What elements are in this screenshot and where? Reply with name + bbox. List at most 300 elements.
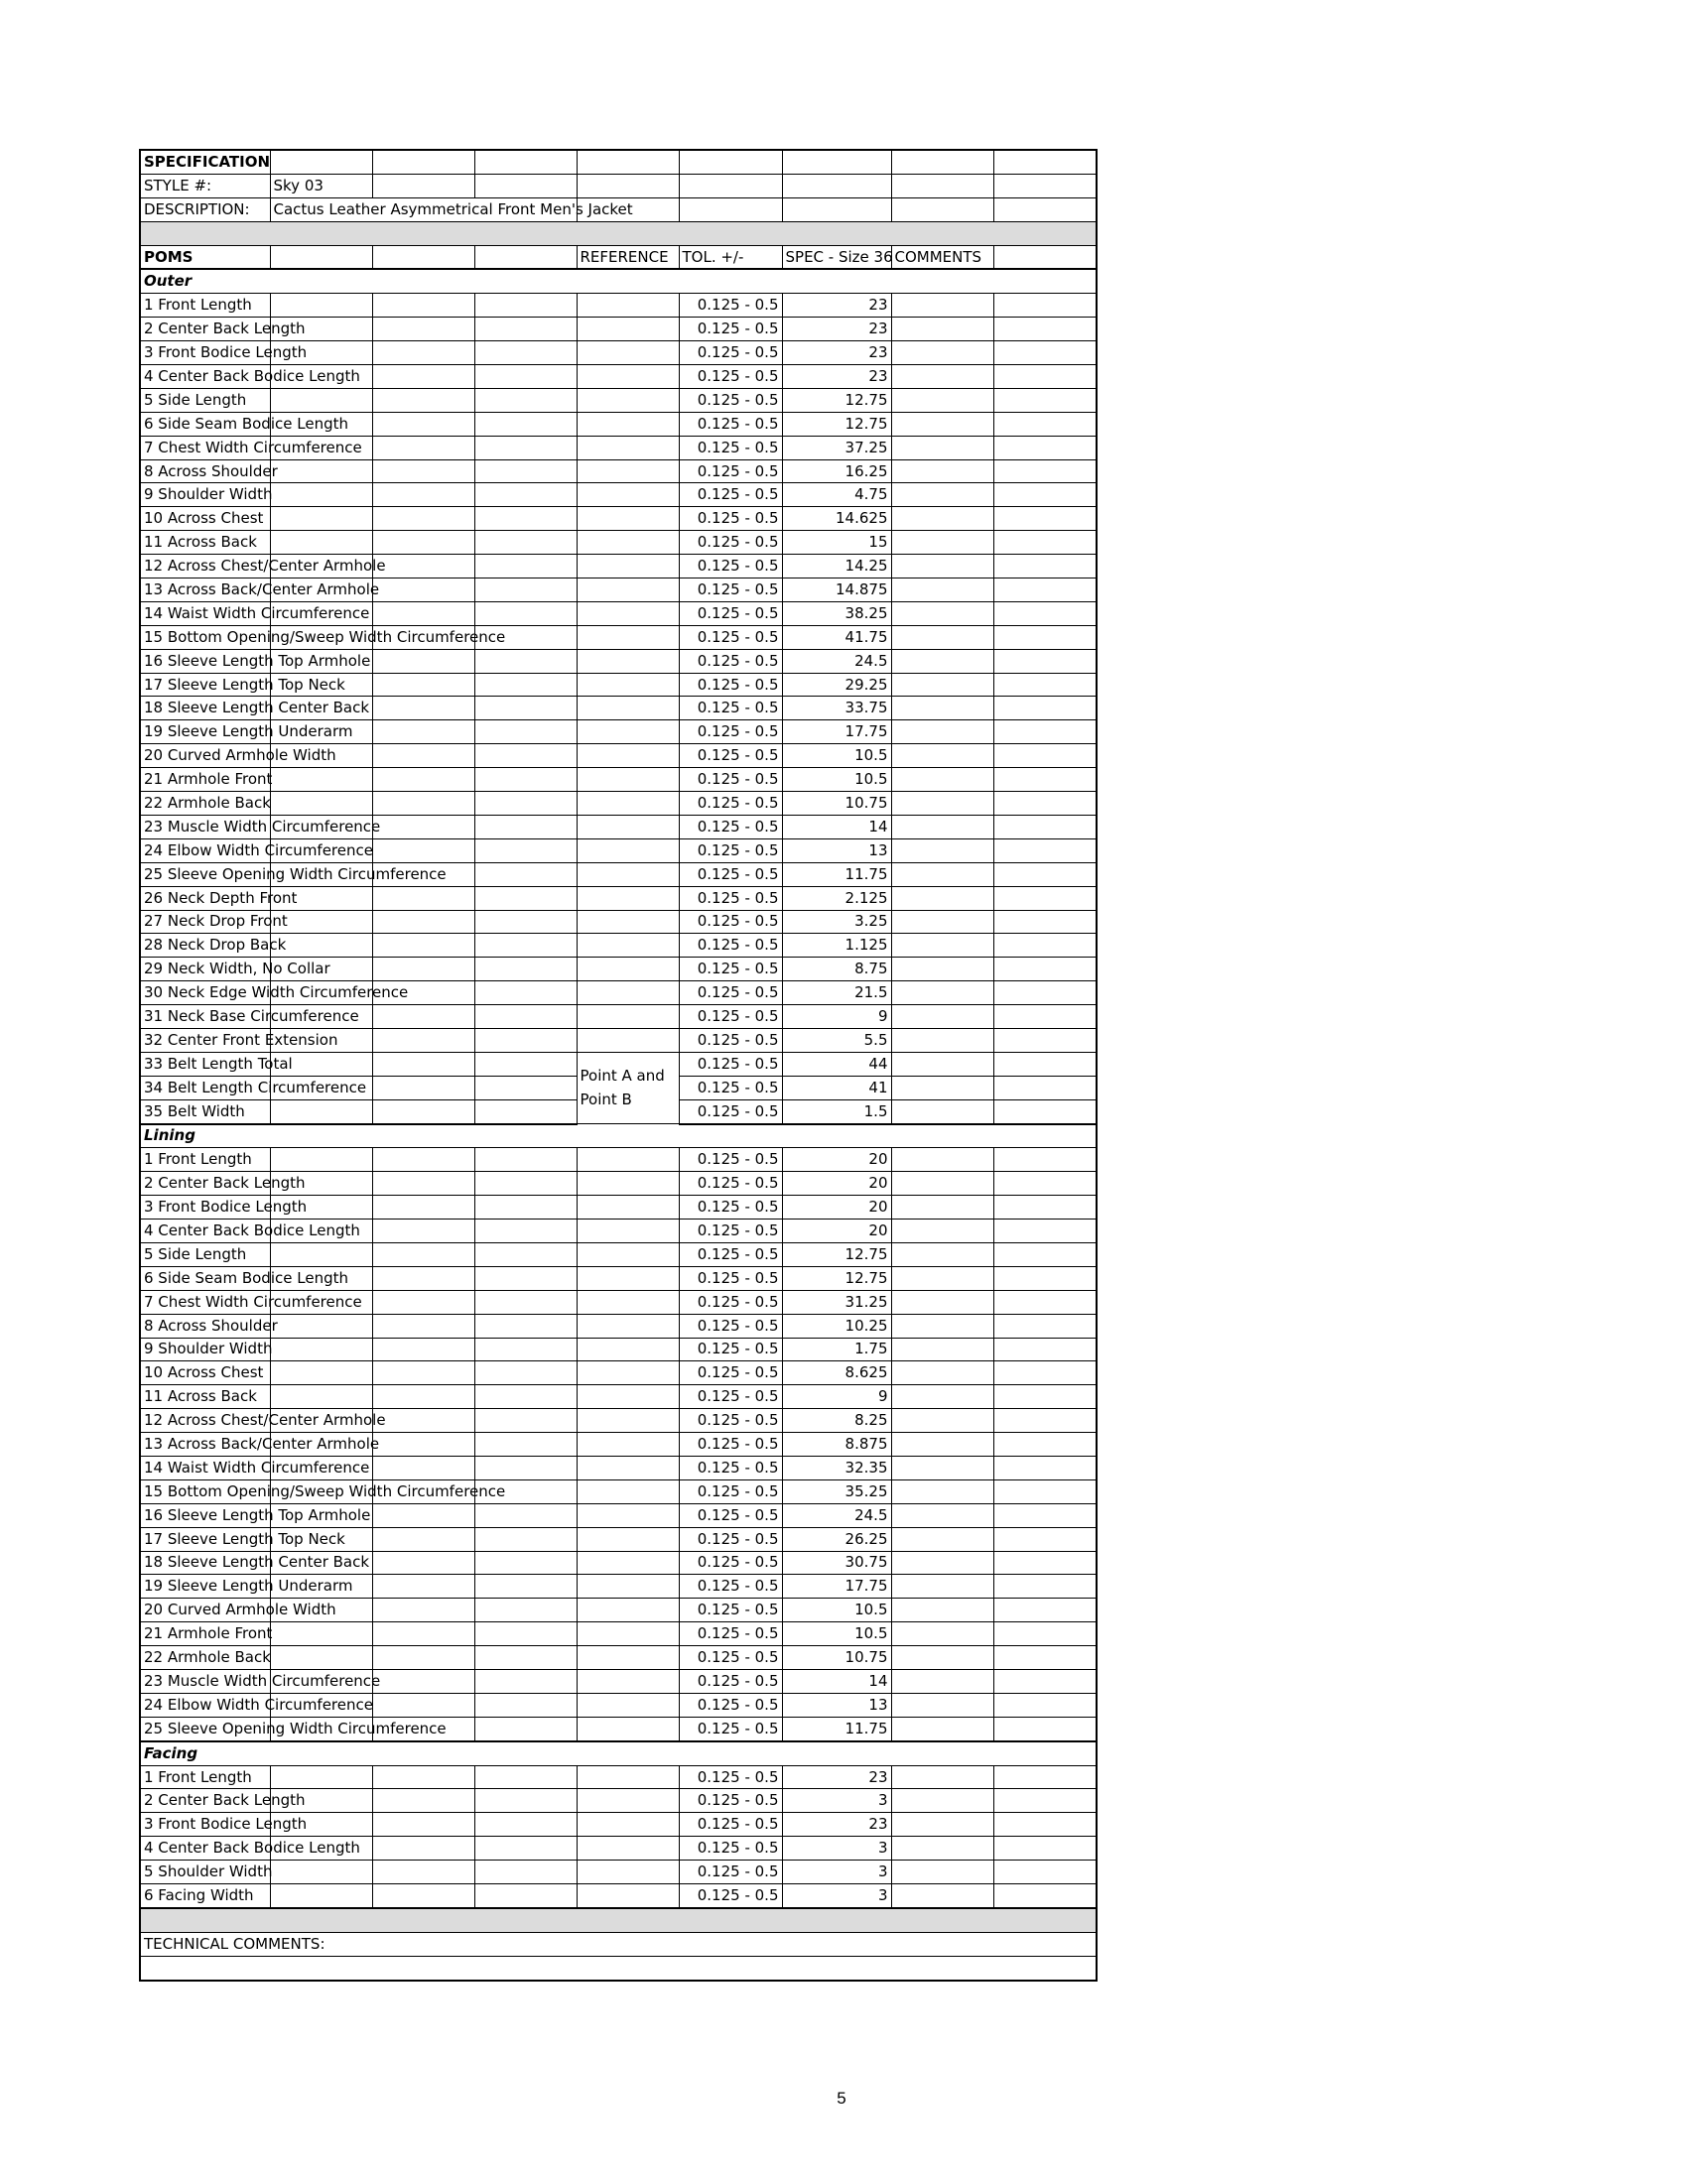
section-header-row [140,269,1097,293]
reference-cell [577,792,679,816]
table-row [140,531,1097,555]
table-row [140,1409,1097,1433]
blank-cell [474,910,577,934]
comments-cell [891,1196,993,1220]
blank-cell [372,1076,474,1099]
spec-value-cell: 3 [782,1861,891,1884]
blank-cell [474,459,577,483]
pom-label: 34 Belt Length Circumference [140,1076,270,1099]
spec-value-cell: 35.25 [782,1479,891,1503]
blank-cell [993,1076,1097,1099]
reference-cell [577,1503,679,1527]
blank-cell [372,838,474,862]
blank-cell [474,720,577,744]
tolerance-cell: 0.125 - 0.5 [679,1884,782,1908]
table-row [140,459,1097,483]
table-row [140,1028,1097,1052]
reference-cell [577,815,679,838]
tolerance-cell: 0.125 - 0.5 [679,1409,782,1433]
pom-label: 13 Across Back/Center Armhole [140,578,270,602]
pom-label: 25 Sleeve Opening Width Circumference [140,1717,270,1740]
tolerance-cell: 0.125 - 0.5 [679,1670,782,1694]
pom-label: 9 Shoulder Width [140,483,270,507]
spec-value-cell: 14.875 [782,578,891,602]
blank-cell [993,1290,1097,1314]
blank-cell [372,1409,474,1433]
section-title: Lining [140,1124,1097,1148]
blank-cell [993,720,1097,744]
spec-value-cell: 24.5 [782,649,891,673]
reference-cell [577,720,679,744]
blank-cell [372,1813,474,1837]
tolerance-cell: 0.125 - 0.5 [679,1551,782,1575]
blank-cell [993,1338,1097,1361]
blank-cell [993,910,1097,934]
blank-cell [372,1196,474,1220]
reference-cell [577,1314,679,1338]
blank-cell [474,1361,577,1385]
blank-cell [993,1693,1097,1717]
spec-value-cell: 3.25 [782,910,891,934]
comments-cell [891,934,993,958]
table-row [140,1456,1097,1479]
blank-cell [993,1196,1097,1220]
spec-value-cell: 20 [782,1196,891,1220]
comments-cell [891,981,993,1005]
blank-cell [372,792,474,816]
tolerance-cell: 0.125 - 0.5 [679,1717,782,1740]
col-tolerance: TOL. +/- [679,245,782,269]
tolerance-cell: 0.125 - 0.5 [679,862,782,886]
blank-cell [993,388,1097,412]
table-row [140,318,1097,341]
blank-cell [372,886,474,910]
spec-value-cell: 26.25 [782,1527,891,1551]
blank-cell [993,483,1097,507]
tolerance-cell: 0.125 - 0.5 [679,1290,782,1314]
blank-cell [372,436,474,459]
blank-cell [474,1409,577,1433]
spec-value-cell: 38.25 [782,601,891,625]
blank-cell [474,862,577,886]
table-row [140,1693,1097,1717]
tolerance-cell: 0.125 - 0.5 [679,1338,782,1361]
blank-cell [993,1385,1097,1409]
pom-label: 4 Center Back Bodice Length [140,1837,270,1861]
comments-cell [891,673,993,697]
table-row [140,720,1097,744]
comments-cell [891,531,993,555]
comments-cell [891,1646,993,1670]
tolerance-cell: 0.125 - 0.5 [679,1861,782,1884]
blank-cell [474,1717,577,1740]
blank-cell [270,1314,372,1338]
comments-cell [891,1314,993,1338]
blank-cell [270,1099,372,1123]
tolerance-cell: 0.125 - 0.5 [679,625,782,649]
blank-cell [474,1765,577,1789]
blank-cell [993,1099,1097,1123]
blank-cell [474,792,577,816]
blank-cell [474,341,577,365]
comments-cell [891,1479,993,1503]
blank-cell [474,768,577,792]
pom-label: 13 Across Back/Center Armhole [140,1433,270,1457]
comments-cell [891,1028,993,1052]
blank-cell [993,341,1097,365]
blank-cell [993,768,1097,792]
spec-value-cell: 23 [782,1765,891,1789]
style-value: Sky 03 [270,174,372,197]
reference-cell [577,1220,679,1243]
spec-title: SPECIFICATION [140,150,270,174]
reference-cell [577,768,679,792]
spec-value-cell: 31.25 [782,1290,891,1314]
blank-cell [993,862,1097,886]
blank-cell [474,1148,577,1172]
blank-cell [372,1361,474,1385]
spec-value-cell: 13 [782,838,891,862]
reference-cell [577,1266,679,1290]
tolerance-cell: 0.125 - 0.5 [679,365,782,389]
table-row [140,981,1097,1005]
comments-cell [891,388,993,412]
blank-cell [474,1099,577,1123]
blank-cell [270,1884,372,1908]
blank-cell [372,1693,474,1717]
blank-cell [372,649,474,673]
table-row [140,792,1097,816]
blank-cell [270,1765,372,1789]
comments-cell [891,1290,993,1314]
reference-cell: Point A and Point B [577,1052,679,1123]
spec-value-cell: 44 [782,1052,891,1076]
reference-cell [577,673,679,697]
pom-label: 6 Side Seam Bodice Length [140,1266,270,1290]
table-row [140,483,1097,507]
spec-value-cell: 3 [782,1789,891,1813]
blank-cell [372,744,474,768]
blank-cell [474,1503,577,1527]
technical-comments-label: TECHNICAL COMMENTS: [140,1932,1097,1956]
blank-cell [372,1456,474,1479]
blank-cell [474,1884,577,1908]
reference-cell [577,1717,679,1740]
blank-cell [474,1646,577,1670]
blank-cell [993,1266,1097,1290]
pom-label: 3 Front Bodice Length [140,1196,270,1220]
reference-cell [577,1551,679,1575]
blank-cell [372,1052,474,1076]
spec-value-cell: 32.35 [782,1456,891,1479]
pom-label: 3 Front Bodice Length [140,1813,270,1837]
blank-cell [993,601,1097,625]
blank-cell [993,981,1097,1005]
table-row [140,1503,1097,1527]
tolerance-cell: 0.125 - 0.5 [679,934,782,958]
pom-label: 10 Across Chest [140,507,270,531]
blank-cell [474,483,577,507]
blank-cell [474,1005,577,1029]
comments-cell [891,1551,993,1575]
table-row [140,365,1097,389]
spec-value-cell: 23 [782,365,891,389]
reference-cell [577,578,679,602]
blank-cell [270,1148,372,1172]
table-row [140,555,1097,578]
spec-value-cell: 23 [782,1813,891,1837]
table-row [140,1266,1097,1290]
comments-cell [891,1242,993,1266]
style-row [140,174,1097,197]
blank-cell [993,1052,1097,1076]
comments-cell [891,578,993,602]
tolerance-cell: 0.125 - 0.5 [679,1148,782,1172]
blank-cell [474,1196,577,1220]
pom-label: 5 Shoulder Width [140,1861,270,1884]
blank-cell [372,388,474,412]
spec-value-cell: 12.75 [782,1266,891,1290]
blank-cell [993,1670,1097,1694]
table-row [140,768,1097,792]
pom-label: 15 Bottom Opening/Sweep Width Circumference [140,625,270,649]
pom-label: 12 Across Chest/Center Armhole [140,1409,270,1433]
tolerance-cell: 0.125 - 0.5 [679,1266,782,1290]
reference-cell [577,649,679,673]
table-row [140,1551,1097,1575]
reference-cell [577,1172,679,1196]
blank-cell [993,649,1097,673]
pom-label: 14 Waist Width Circumference [140,601,270,625]
table-row [140,1196,1097,1220]
blank-cell [372,1005,474,1029]
comments-cell [891,1266,993,1290]
blank-cell [372,578,474,602]
blank-cell [372,459,474,483]
spec-value-cell: 11.75 [782,862,891,886]
col-reference: REFERENCE [577,245,679,269]
blank-cell [372,1028,474,1052]
reference-cell [577,436,679,459]
spec-value-cell: 12.75 [782,1242,891,1266]
table-row [140,1433,1097,1457]
comments-cell [891,365,993,389]
comments-cell [891,341,993,365]
table-row [140,1789,1097,1813]
pom-label: 12 Across Chest/Center Armhole [140,555,270,578]
tolerance-cell: 0.125 - 0.5 [679,1527,782,1551]
reference-cell [577,1361,679,1385]
blank-cell [372,1646,474,1670]
blank-cell [993,1314,1097,1338]
blank-cell [474,1052,577,1076]
reference-cell [577,838,679,862]
blank-cell [372,507,474,531]
pom-label: 19 Sleeve Length Underarm [140,720,270,744]
blank-cell [474,1599,577,1622]
spec-value-cell: 10.5 [782,744,891,768]
reference-cell [577,1693,679,1717]
reference-cell [577,1622,679,1646]
tolerance-cell: 0.125 - 0.5 [679,1076,782,1099]
reference-cell [577,1148,679,1172]
pom-label: 20 Curved Armhole Width [140,744,270,768]
spec-value-cell: 10.5 [782,1599,891,1622]
blank-cell [993,1503,1097,1527]
reference-cell [577,601,679,625]
pom-label: 26 Neck Depth Front [140,886,270,910]
reference-cell [577,318,679,341]
comments-cell [891,1527,993,1551]
reference-cell [577,1479,679,1503]
pom-label: 33 Belt Length Total [140,1052,270,1076]
blank-cell [372,483,474,507]
spec-value-cell: 5.5 [782,1028,891,1052]
pom-label: 19 Sleeve Length Underarm [140,1575,270,1599]
reference-cell [577,365,679,389]
blank-cell [993,1884,1097,1908]
blank-cell [474,1385,577,1409]
gray-footer-row [140,1908,1097,1932]
comments-cell [891,1172,993,1196]
blank-cell [270,1361,372,1385]
table-row [140,1884,1097,1908]
blank-cell [993,507,1097,531]
blank-cell [372,341,474,365]
tolerance-cell: 0.125 - 0.5 [679,886,782,910]
spec-value-cell: 1.75 [782,1338,891,1361]
reference-cell [577,1409,679,1433]
comments-cell [891,815,993,838]
tolerance-cell: 0.125 - 0.5 [679,483,782,507]
pom-label: 5 Side Length [140,388,270,412]
comments-cell [891,1503,993,1527]
blank-cell [993,1837,1097,1861]
blank-cell [474,388,577,412]
table-row [140,815,1097,838]
blank-cell [474,981,577,1005]
blank-cell [474,1622,577,1646]
blank-cell [993,958,1097,981]
description-value: Cactus Leather Asymmetrical Front Men's Jacket [270,197,372,221]
pom-label: 10 Across Chest [140,1361,270,1385]
table-row [140,1479,1097,1503]
blank-cell [372,1503,474,1527]
pom-label: 3 Front Bodice Length [140,341,270,365]
table-row [140,1242,1097,1266]
table-row [140,601,1097,625]
comments-cell [891,792,993,816]
blank-cell [993,673,1097,697]
comments-cell [891,838,993,862]
section-title: Facing [140,1741,1097,1765]
pom-label: 15 Bottom Opening/Sweep Width Circumference [140,1479,270,1503]
comments-cell [891,1220,993,1243]
reference-cell [577,1599,679,1622]
tolerance-cell: 0.125 - 0.5 [679,1622,782,1646]
comments-cell [891,886,993,910]
reference-cell [577,507,679,531]
reference-cell [577,1575,679,1599]
spec-value-cell: 10.75 [782,1646,891,1670]
technical-comments-row [140,1932,1097,1956]
blank-cell [474,436,577,459]
reference-cell [577,341,679,365]
blank-cell [993,578,1097,602]
blank-cell [993,1789,1097,1813]
tolerance-cell: 0.125 - 0.5 [679,1813,782,1837]
blank-cell [372,768,474,792]
comments-cell [891,768,993,792]
reference-cell [577,744,679,768]
spec-value-cell: 11.75 [782,1717,891,1740]
blank-cell [474,1242,577,1266]
pom-label: 2 Center Back Length [140,1172,270,1196]
blank-cell [372,1172,474,1196]
blank-cell [372,1433,474,1457]
tolerance-cell: 0.125 - 0.5 [679,507,782,531]
blank-cell [993,1622,1097,1646]
blank-cell [993,1479,1097,1503]
blank-cell [474,1338,577,1361]
tolerance-cell: 0.125 - 0.5 [679,601,782,625]
reference-cell [577,1765,679,1789]
reference-cell [577,625,679,649]
tolerance-cell: 0.125 - 0.5 [679,459,782,483]
pom-label: 4 Center Back Bodice Length [140,1220,270,1243]
pom-label: 1 Front Length [140,294,270,318]
blank-cell [993,1646,1097,1670]
table-row [140,1052,1097,1076]
blank-cell [372,1622,474,1646]
comments-cell [891,649,993,673]
comments-cell [891,318,993,341]
blank-cell [372,1385,474,1409]
reference-cell [577,1861,679,1884]
blank-cell [474,365,577,389]
blank-cell [372,1599,474,1622]
blank-cell [270,1861,372,1884]
spec-value-cell: 30.75 [782,1551,891,1575]
specification-table [139,149,1098,1982]
tolerance-cell: 0.125 - 0.5 [679,555,782,578]
pom-label: 2 Center Back Length [140,1789,270,1813]
pom-label: 7 Chest Width Circumference [140,436,270,459]
blank-cell [474,934,577,958]
spec-value-cell: 14.625 [782,507,891,531]
blank-cell [993,318,1097,341]
comments-cell [891,1052,993,1076]
blank-cell [270,507,372,531]
reference-cell [577,981,679,1005]
comments-cell [891,1622,993,1646]
blank-cell [372,1789,474,1813]
blank-cell [474,886,577,910]
pom-label: 9 Shoulder Width [140,1338,270,1361]
comments-cell [891,1789,993,1813]
blank-cell [474,649,577,673]
blank-cell [372,365,474,389]
table-row [140,1646,1097,1670]
table-row [140,838,1097,862]
spec-value-cell: 10.75 [782,792,891,816]
table-row [140,507,1097,531]
spec-value-cell: 14.25 [782,555,891,578]
pom-label: 17 Sleeve Length Top Neck [140,673,270,697]
table-row [140,294,1097,318]
col-spec: SPEC - Size 36 [782,245,891,269]
pom-label: 11 Across Back [140,1385,270,1409]
